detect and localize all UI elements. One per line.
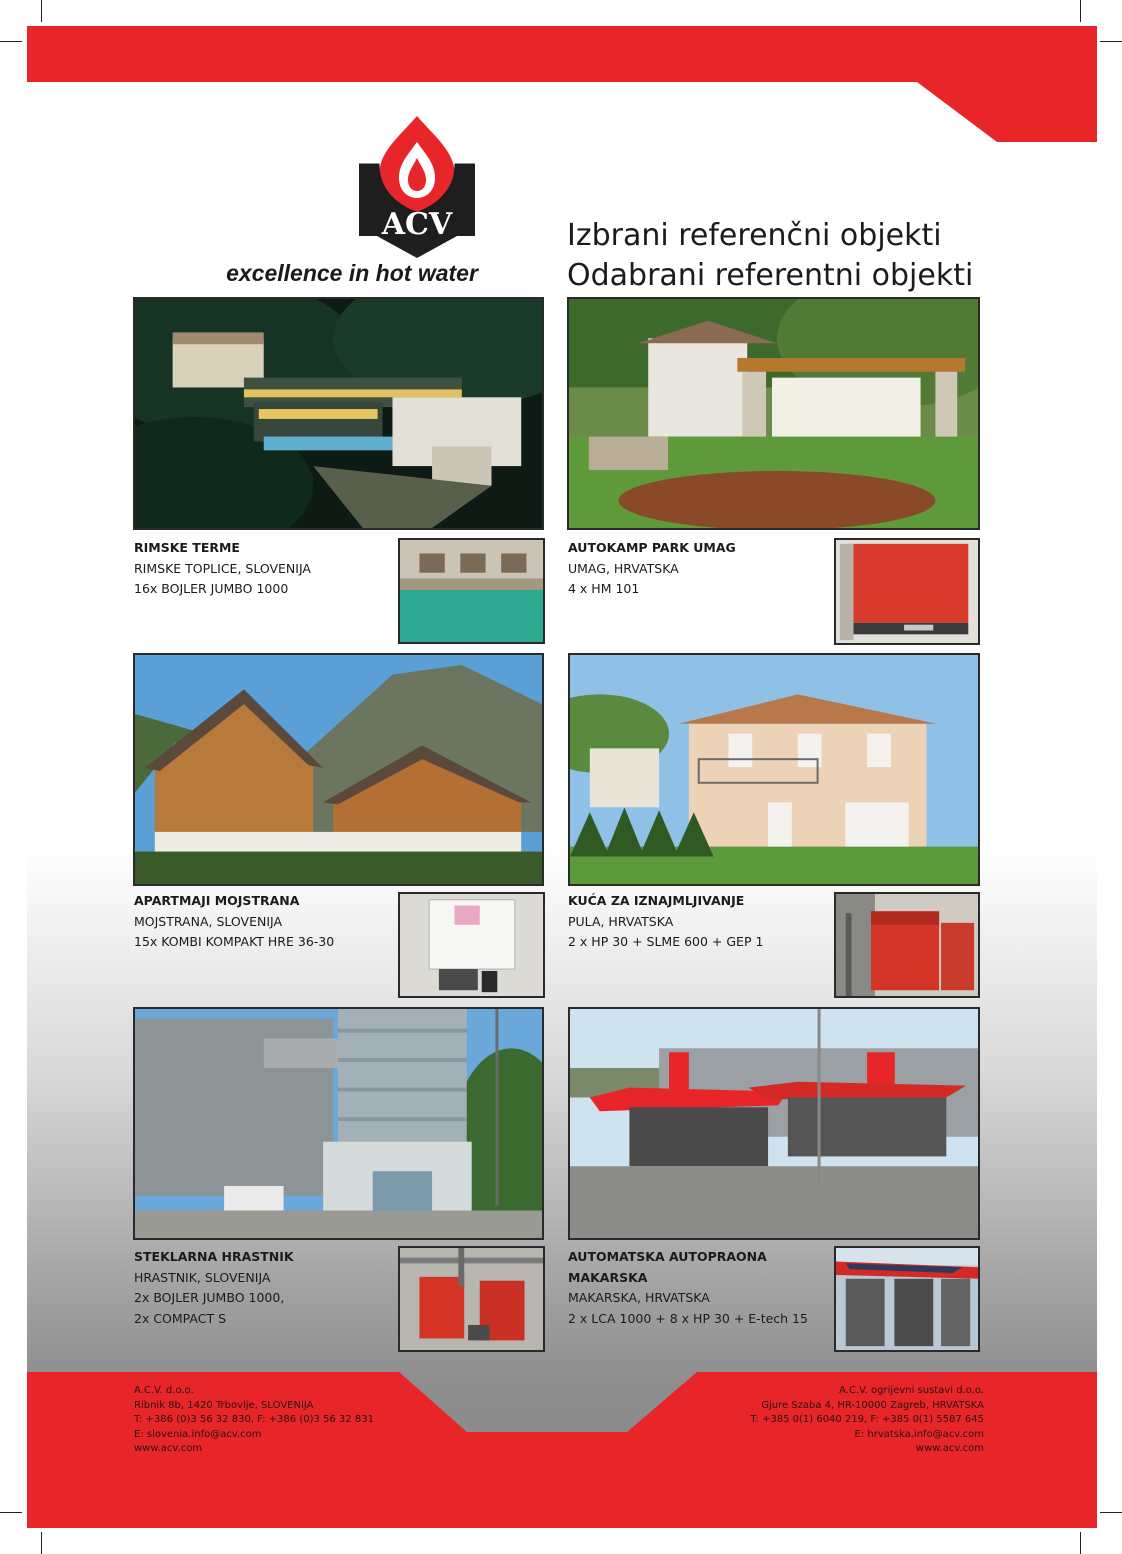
reference-title: STEKLARNA HRASTNIK [134,1249,294,1264]
street-address: Gjure Szaba 4, HR-10000 Zagreb, HRVATSKA [761,1399,984,1411]
footer-address-slovenia [134,1384,374,1457]
reference-caption [134,891,394,953]
boiler-room-photo [398,1246,545,1352]
street-address: Ribnik 8b, 1420 Trbovlje, SLOVENIJA [134,1399,314,1411]
reference-location: PULA, HRVATSKA [568,913,674,929]
reference-location: HRASTNIK, SLOVENIJA [134,1269,271,1285]
crop-mark [1080,1532,1081,1554]
reference-products: 15x KOMBI KOMPAKT HRE 36-30 [134,934,335,949]
email: E: hrvatska.info@acv.com [854,1428,984,1440]
website: www.acv.com [915,1443,984,1454]
reference-title: APARTMAJI MOJSTRANA [134,893,300,908]
reference-products: 2x BOJLER JUMBO 1000, [134,1290,285,1305]
rental-house-photo [568,653,980,886]
indoor-pool-photo [398,538,545,644]
reference-products: 2 x LCA 1000 + 8 x HP 30 + E-tech 15 [568,1310,808,1326]
glass-factory-photo [133,1007,544,1240]
car-wash-roof-photo [834,1246,980,1352]
email: E: slovenia.info@acv.com [134,1428,262,1440]
phone-fax: T: +385 0(1) 6040 219, F: +385 0(1) 5587 645 [750,1414,984,1425]
headline-line-2: Odabrani referentni objekti [567,258,974,293]
reference-title: AUTOKAMP PARK UMAG [568,540,736,555]
car-wash-photo [568,1007,980,1240]
website: www.acv.com [134,1443,203,1454]
page-title [567,216,973,296]
reference-caption [568,538,828,600]
reference-caption [568,891,828,953]
reference-products: 2 x HP 30 + SLME 600 + GEP 1 [568,934,764,949]
crop-mark [1100,1512,1122,1513]
reference-products: 16x BOJLER JUMBO 1000 [134,581,289,596]
reference-location: MAKARSKA, HRVATSKA [568,1290,710,1305]
spa-hotel-night-photo [133,297,544,530]
logo-text: ACV [381,207,453,242]
reference-title: KUĆA ZA IZNAJMLJIVANJE [568,893,745,908]
wooden-apartments-photo [133,653,544,886]
company-name: A.C.V. d.o.o. [134,1385,194,1396]
reference-caption [568,1247,868,1329]
reference-products: 2x COMPACT S [134,1310,227,1326]
reference-title: RIMSKE TERME [134,540,240,555]
crop-mark [0,41,22,42]
reference-caption [134,538,394,600]
phone-fax: T: +386 (0)3 56 32 830, F: +386 (0)3 56 32 831 [134,1414,374,1425]
brochure-page [27,26,1097,1528]
reference-location: UMAG, HRVATSKA [568,560,679,576]
reference-caption [134,1247,394,1329]
reference-location: RIMSKE TOPLICE, SLOVENIJA [134,560,311,576]
reference-products: 4 x HM 101 [568,581,640,596]
red-boilers-room-photo [834,892,980,998]
company-name: A.C.V. ogrijevni sustavi d.o.o. [839,1385,984,1396]
crop-mark [0,1512,22,1513]
tagline: excellence in hot water [226,260,478,286]
headline-line-1: Izbrani referenčni objekti [567,218,942,253]
reference-title: AUTOMATSKA AUTOPRAONA [568,1249,767,1264]
wall-boiler-photo [398,892,545,998]
red-boiler-photo [834,538,980,645]
crop-mark [1100,41,1122,42]
reference-title-line-2: MAKARSKA [568,1269,648,1285]
top-red-band [27,26,1097,142]
crop-mark [1080,0,1081,22]
crop-mark [41,1532,42,1554]
crop-mark [41,0,42,22]
footer-address-croatia [750,1384,984,1457]
acv-logo [357,114,477,264]
camp-house-photo [567,297,980,530]
reference-location: MOJSTRANA, SLOVENIJA [134,913,283,929]
